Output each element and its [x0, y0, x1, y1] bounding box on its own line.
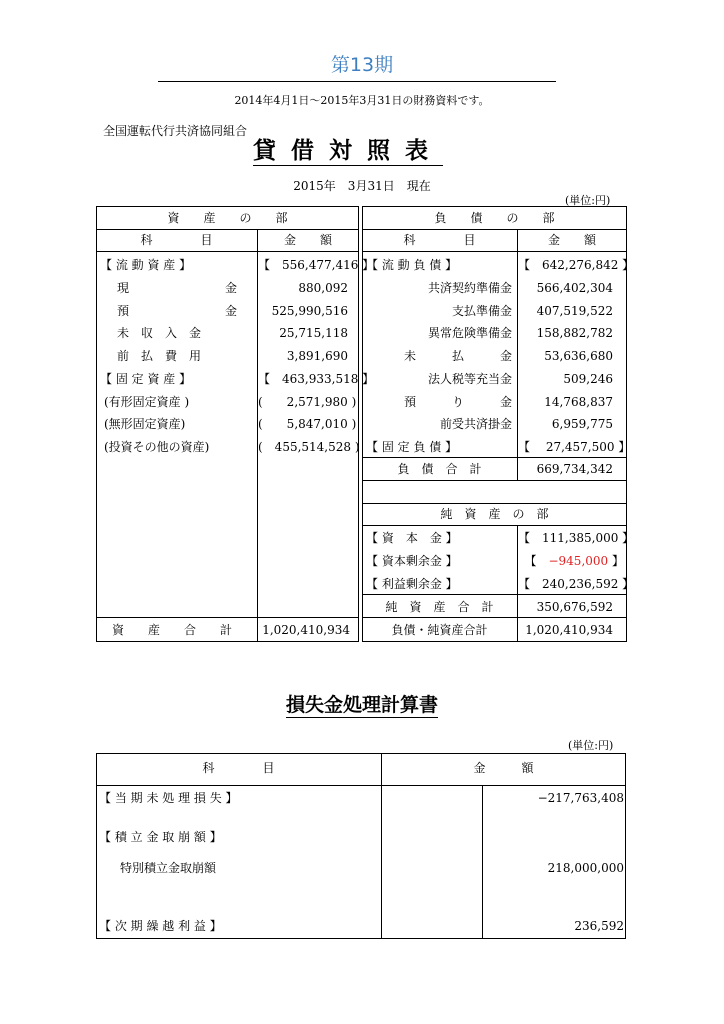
liabilities-col-amount: 金 額: [547, 233, 596, 247]
organization-name: 全国運転代行共済協同組合: [103, 124, 248, 138]
negative-amount: −945,000: [548, 554, 609, 568]
asset-amount: 【 556,477,416 】: [258, 258, 375, 272]
liabilities-col-item: 科 目: [403, 233, 476, 247]
liab-net-total-amount: 1,020,410,934: [525, 623, 613, 637]
loss-statement-title: 損失金処理計算書: [285, 694, 438, 716]
assets-col-amount: 金 額: [283, 233, 332, 247]
bracket-close: 】: [608, 554, 624, 568]
balance-sheet-date: 2015年 3月31日 現在: [293, 179, 431, 193]
divider: [362, 525, 627, 526]
liability-label: 預 り 金: [403, 395, 512, 409]
asset-amount: ( 5,847,010 ): [258, 417, 357, 431]
divider: [96, 785, 626, 786]
asset-label: (無形固定資産): [104, 417, 186, 431]
asset-label: 現 金: [117, 281, 238, 295]
liability-amount: 14,768,837: [544, 395, 613, 409]
net-asset-amount: [518, 550, 624, 572]
liabilities-section-header: 負 債 の 部: [434, 211, 555, 225]
asset-amount: ( 2,571,980 ): [258, 395, 357, 409]
title-rule: [158, 81, 556, 82]
loss-statement-unit: (単位:円): [568, 739, 614, 752]
liability-amount: 407,519,522: [536, 304, 613, 318]
asset-label: (有形固定資産 ): [104, 395, 190, 409]
liability-amount: 53,636,680: [544, 349, 613, 363]
asset-amount: ( 455,514,528 ): [258, 440, 360, 454]
asset-amount: 3,891,690: [286, 349, 348, 363]
period-title: 第13期: [330, 54, 394, 76]
liability-amount: 509,246: [563, 372, 613, 386]
asset-amount: 【 463,933,518 】: [258, 372, 375, 386]
net-asset-amount: 【 111,385,000 】: [518, 531, 635, 545]
liability-label: 法人税等充当金: [427, 372, 512, 386]
asset-label: 未 収 入 金: [117, 326, 202, 340]
net-asset-amount: 【 240,236,592 】: [518, 577, 635, 591]
divider: [362, 251, 627, 252]
net-assets-total-amount: 350,676,592: [536, 600, 613, 614]
asset-label: 【 流 動 資 産 】: [100, 258, 192, 272]
asset-amount: 525,990,516: [271, 304, 348, 318]
assets-section-header: 資 産 の 部: [167, 211, 288, 225]
liability-amount: 566,402,304: [536, 281, 613, 295]
liab-net-total-label: 負債・純資産合計: [391, 623, 488, 637]
loss-row-label: 【 次 期 繰 越 利 益 】: [99, 919, 222, 933]
loss-col-amount: 金 額: [473, 761, 534, 775]
period-note: 2014年4月1日～2015年3月31日の財務資料です。: [234, 94, 490, 107]
net-asset-label: 【 利益剰余金 】: [366, 577, 458, 591]
liability-label: 共済契約準備金: [427, 281, 512, 295]
liability-label: 【 固 定 負 債 】: [366, 440, 458, 454]
liability-amount: 158,882,782: [536, 326, 613, 340]
loss-row-amount: 236,592: [574, 919, 624, 933]
asset-label: 【 固 定 資 産 】: [100, 372, 192, 386]
loss-col-item: 科 目: [202, 761, 275, 775]
asset-amount: 880,092: [298, 281, 348, 295]
asset-amount: 25,715,118: [279, 326, 348, 340]
liability-label: 前受共済掛金: [439, 417, 512, 431]
asset-label: 預 金: [117, 304, 238, 318]
liability-amount: 6,959,775: [551, 417, 613, 431]
asset-label: 前 払 費 用: [117, 349, 202, 363]
net-asset-label: 【 資本剰余金 】: [366, 554, 458, 568]
liabilities-total-amount: 669,734,342: [536, 462, 613, 476]
divider: [96, 251, 359, 252]
balance-sheet-unit: (単位:円): [565, 194, 611, 207]
loss-row-amount: −217,763,408: [537, 791, 624, 805]
loss-row-label: 特別積立金取崩額: [120, 861, 217, 875]
liability-label: 支払準備金: [451, 304, 512, 318]
assets-total-label: 資 産 合 計: [112, 623, 233, 637]
liability-label: 異常危険準備金: [427, 326, 512, 340]
assets-col-item: 科 目: [140, 233, 213, 247]
bracket-open: 【: [524, 554, 549, 568]
net-assets-section-header: 純 資 産 の 部: [440, 507, 549, 521]
balance-sheet-title: 貸借対照表: [253, 137, 443, 164]
liability-label: 【 流 動 負 債 】: [366, 258, 458, 272]
assets-total-amount: 1,020,410,934: [262, 623, 350, 637]
liabilities-total-label: 負 債 合 計: [397, 462, 482, 476]
divider: [362, 480, 627, 481]
liability-amount: 【 27,457,500 】: [518, 440, 631, 454]
liability-label: 未 払 金: [403, 349, 512, 363]
loss-row-label: 【 積 立 金 取 崩 額 】: [99, 830, 222, 844]
net-assets-total-label: 純 資 産 合 計: [385, 600, 494, 614]
loss-row-label: 【 当 期 未 処 理 損 失 】: [99, 791, 238, 805]
divider: [96, 617, 359, 618]
divider: [482, 785, 483, 939]
asset-label: (投資その他の資産): [104, 440, 210, 454]
divider: [381, 753, 382, 939]
loss-row-amount: 218,000,000: [547, 861, 624, 875]
liability-amount: 【 642,276,842 】: [518, 258, 635, 272]
net-asset-label: 【 資 本 金 】: [366, 531, 458, 545]
